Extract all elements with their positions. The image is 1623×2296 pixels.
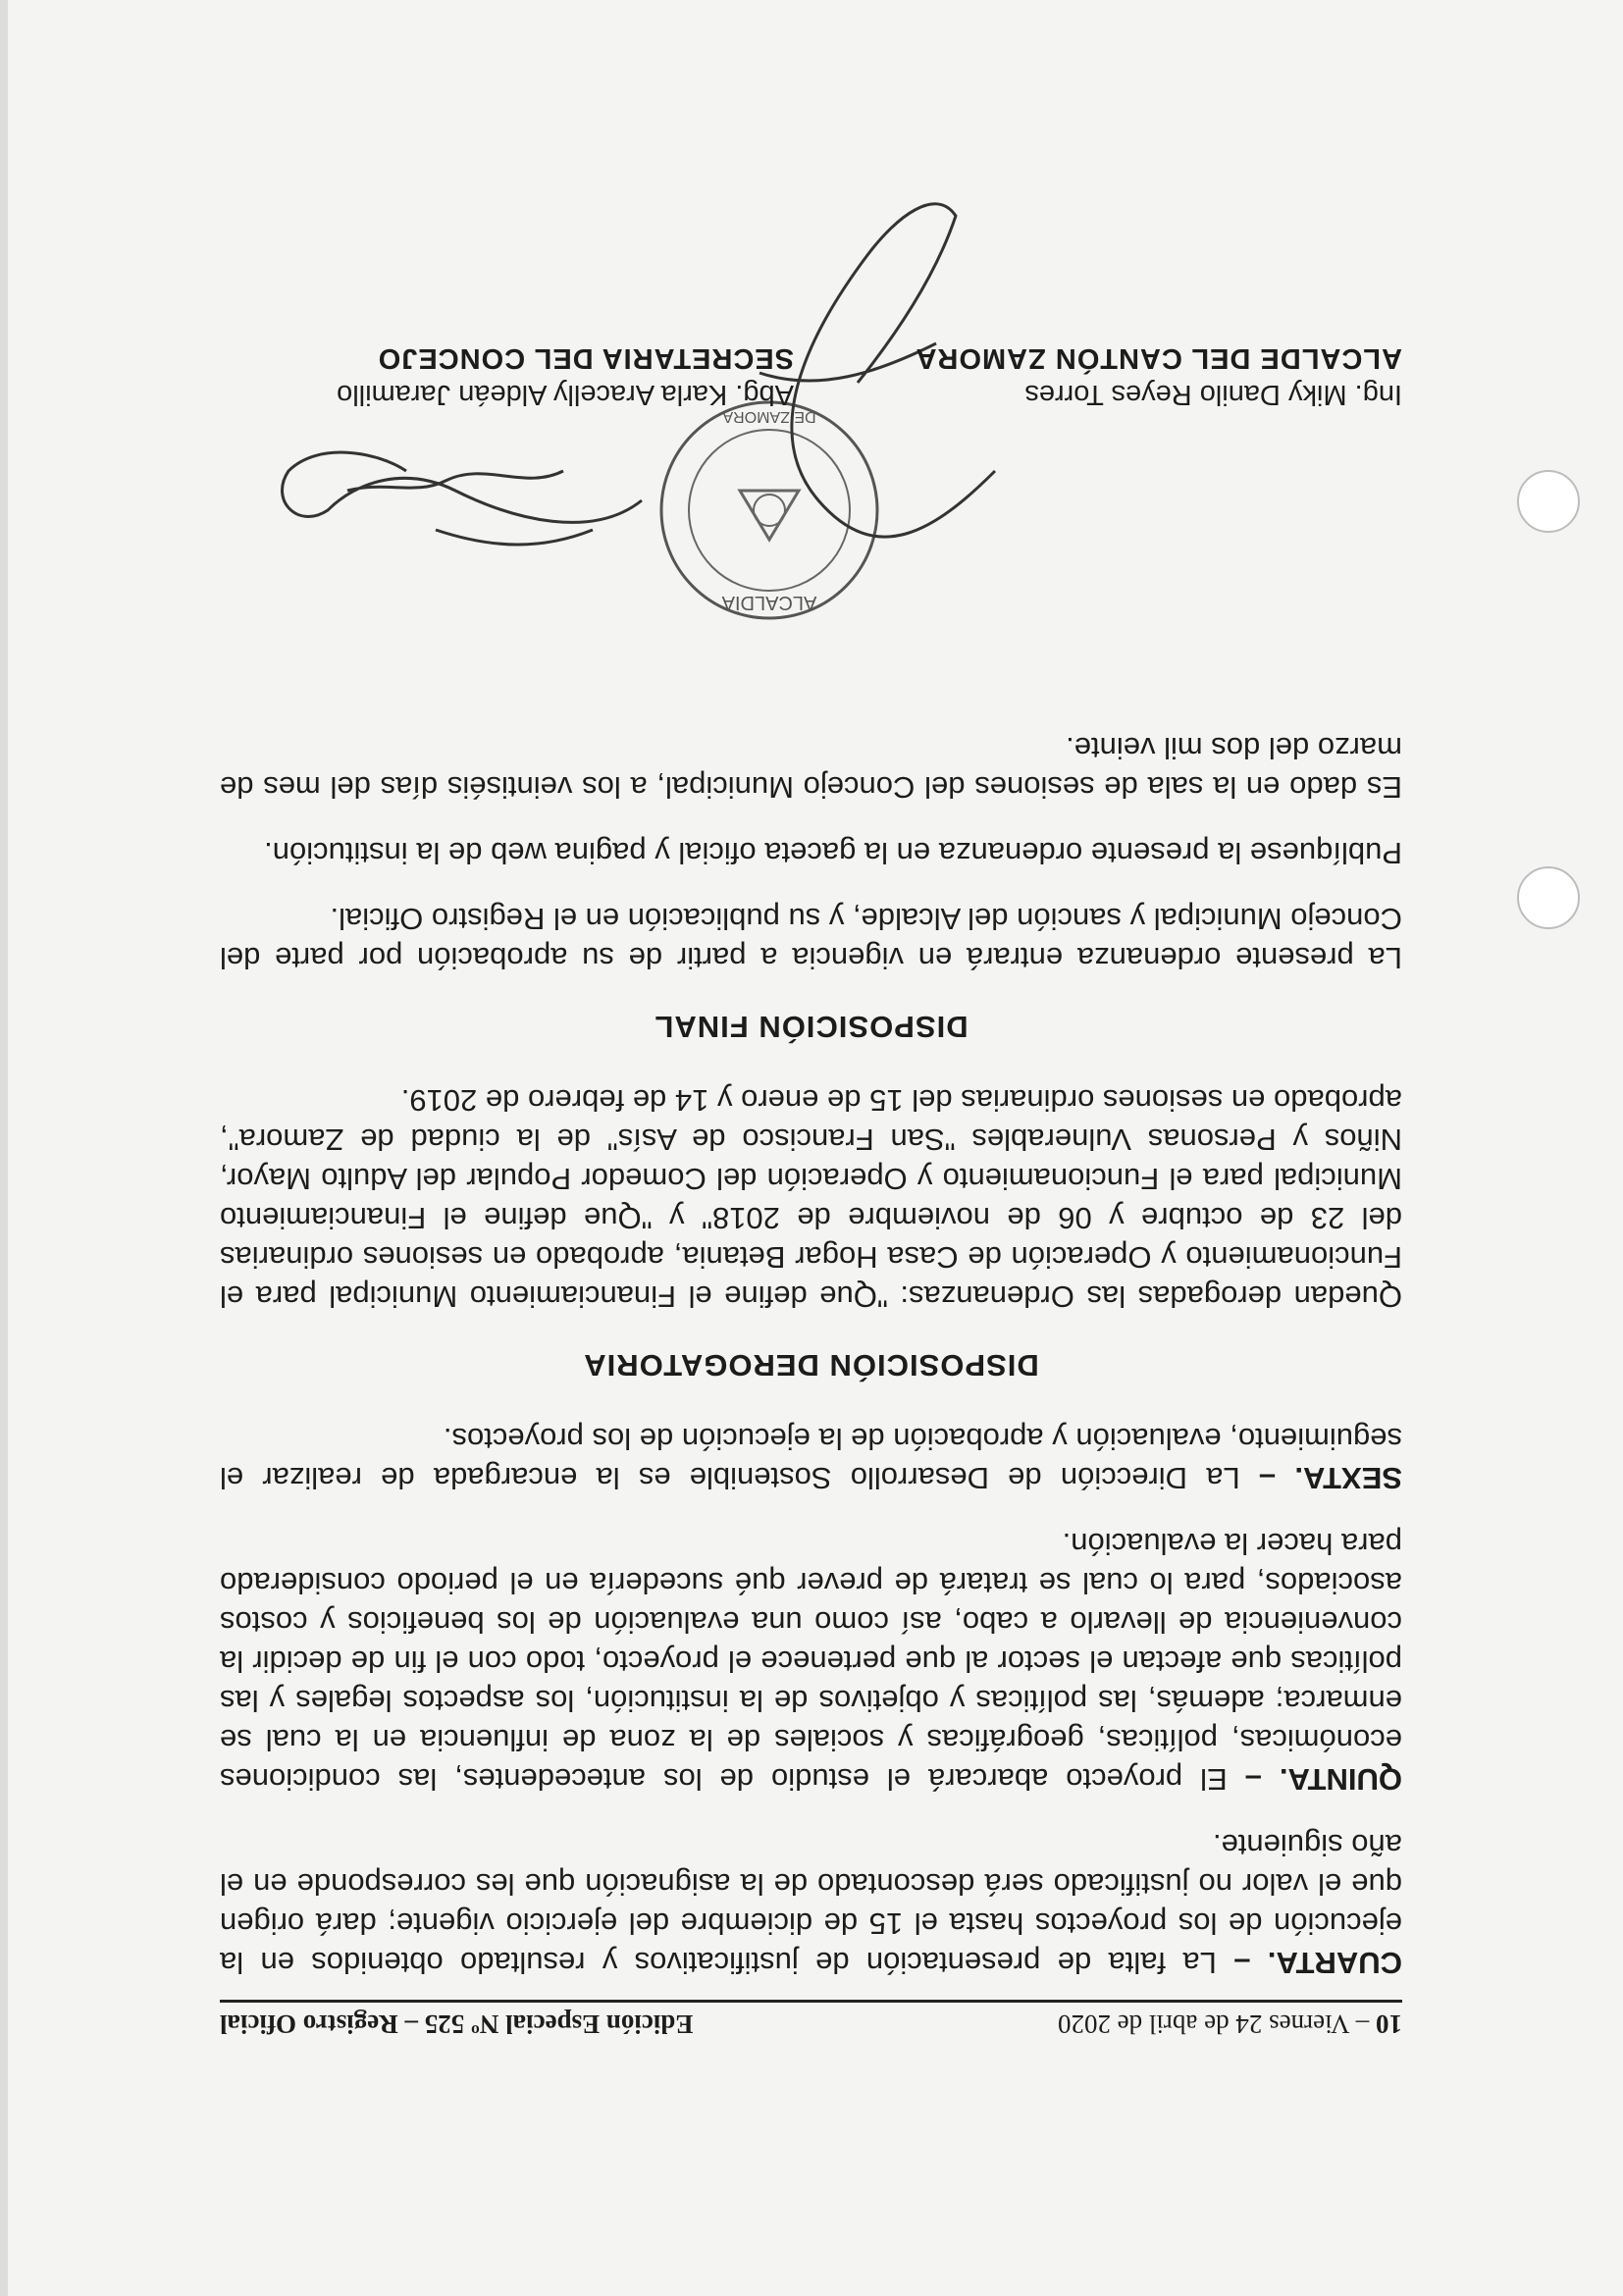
publication-name: Registro Oficial <box>220 2009 398 2039</box>
paragraph-cuarta: CUARTA. – La falta de presentación de justificativos y resultado obtenidos en la ejecución de los proyectos hasta el 15 de diciembre del ejercicio vigente; dará origen que el valor no justificado será descontado de la asignación que les corresponde en el año siguiente. <box>220 1828 1402 1980</box>
paragraph-sexta: SEXTA. – La Dirección de Desarrollo Sostenible es la encargada de realizar el seguimiento, evaluación y aprobación de la ejecución de los proyectos. <box>220 1422 1402 1495</box>
secretary-title: SECRETARIA DEL CONCEJO <box>377 342 794 374</box>
mayor-name: Ing. Miky Danilo Reyes Torres <box>1024 379 1402 410</box>
mayor-title: ALCALDE DEL CANTÓN ZAMORA <box>915 342 1402 374</box>
secretary-name: Abg. Karla Aracelly Aldeán Jaramillo <box>337 379 794 410</box>
scan-edge <box>0 0 8 2296</box>
punch-hole <box>1517 866 1580 929</box>
heading-final: DISPOSICIÓN FINAL <box>654 1010 969 1044</box>
secretary-signature <box>283 452 642 545</box>
header-left: 10 – Viernes 24 de abril de 2020 <box>1057 2009 1402 2039</box>
punch-hole <box>1517 470 1580 533</box>
signature-mayor <box>853 339 1402 412</box>
paragraph-final-1: La presente ordenanza entrará en vigencia a partir de su aprobación por parte del Concejo Municipal y sanción del Alcalde, y su publicación en el Registro Oficial. <box>220 902 1402 975</box>
municipal-seal <box>661 402 877 618</box>
document-body <box>220 702 1402 1982</box>
paragraph-quinta: QUINTA. – El proyecto abarcará el estudio de los antecedentes, las condiciones económicas, políticas, geográficas y sociales de la zona de influencia en la cual se enmarca; además, las políticas y objetivos de la institución, los aspectos legales y las políticas que afectan el sector al que pertenece el proyecto, todo con el fin de decidir la conveniencia de llevarlo a cabo, así como una evaluación de los beneficios y costos asociados, para lo cual se tratará de prever qué sucedería en el periodo considerado para hacer la evaluación. <box>220 1527 1402 1797</box>
page-header <box>220 2000 1402 2050</box>
edition-label: Edición Especial Nº 525 <box>424 2009 694 2039</box>
paragraph-final-2: Publíquese la presente ordenanza en la gaceta oficial y pagina web de la institución. <box>264 836 1402 870</box>
heading-derogatoria: DISPOSICIÓN DEROGATORIA <box>583 1348 1039 1383</box>
header-right: Edición Especial Nº 525 – Registro Oficial <box>220 2009 694 2039</box>
signature-secretary <box>244 339 794 412</box>
seal-text: ALCALDÍA <box>721 592 817 613</box>
seal-sub-text: DE ZAMORA <box>722 408 816 425</box>
paragraph-derogatoria: Quedan derogadas las Ordenanzas: "Que define el Financiamiento Municipal para el Funcionamiento y Operación de Casa Hogar Betania, aprobado en sesiones ordinarias del 23 de octubre y 06 de noviembre de 2018" y "Que define el Financiamiento Municipal para el Funcionamiento y Operación del Comedor Popular del Adulto Mayor, Niños y Personas Vulnerables "San Francisco de Asís" de la ciudad de Zamora", aprobado en sesiones ordinarias del 15 de enero y 14 de febrero de 2019. <box>220 1083 1402 1314</box>
signature-block <box>220 294 1402 412</box>
page-number: 10 <box>1376 2009 1402 2039</box>
header-date: Viernes 24 de abril de 2020 <box>1057 2009 1350 2039</box>
paragraph-final-3: Es dado en la sala de sesiones del Concejo Municipal, a los veintiséis días del mes de marzo del dos mil veinte. <box>220 731 1402 805</box>
